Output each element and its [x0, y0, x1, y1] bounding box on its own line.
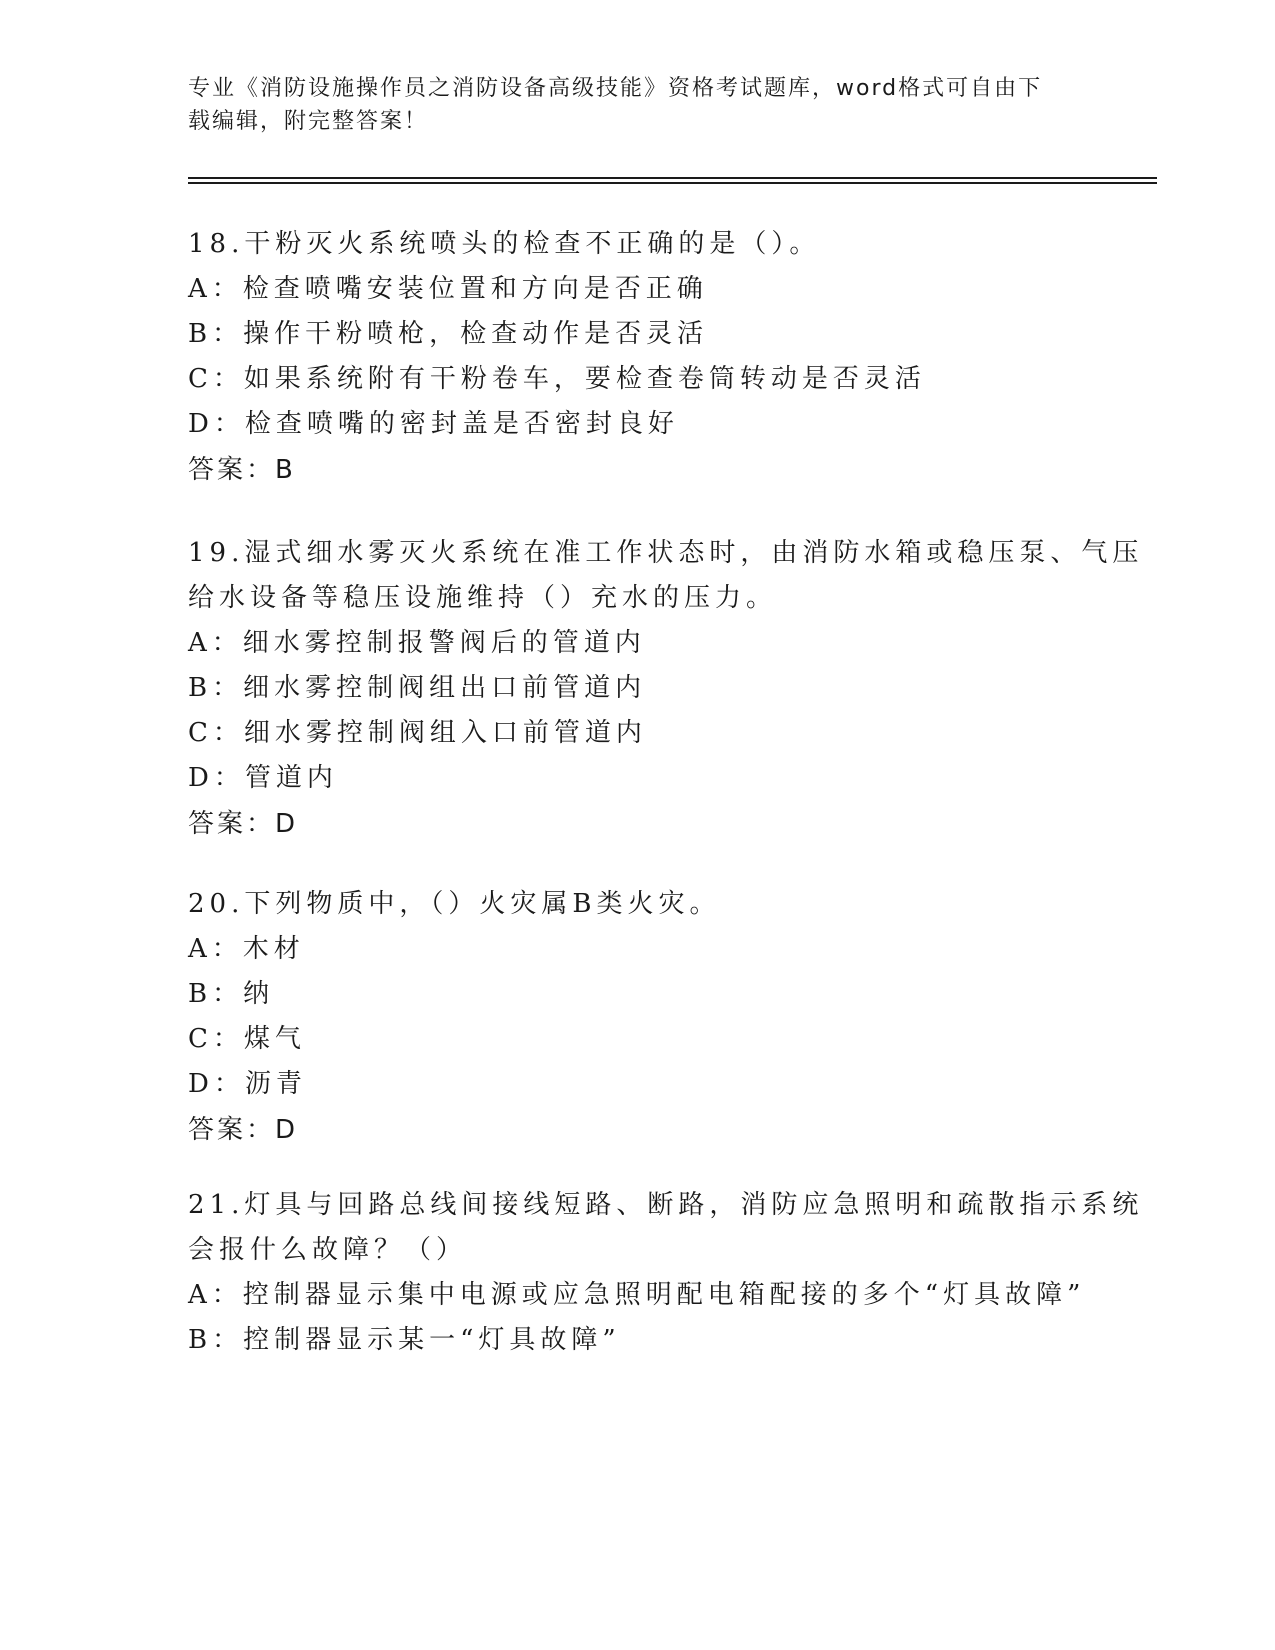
- question-21: [188, 1183, 1144, 1363]
- option-a: A：细水雾控制报警阀后的管道内: [188, 628, 646, 658]
- header-divider-bottom: [188, 182, 1157, 184]
- question-stem-line-1: 21.灯具与回路总线间接线短路、断路，消防应急照明和疏散指示系统: [188, 1190, 1144, 1220]
- question-stem-line-2: 会报什么故障？（）: [188, 1235, 468, 1265]
- question-stem-line-1: 19.湿式细水雾灭火系统在准工作状态时，由消防水箱或稳压泵、气压: [188, 538, 1144, 568]
- option-d: D：管道内: [188, 763, 338, 793]
- option-a: A：控制器显示集中电源或应急照明配电箱配接的多个“灯具故障”: [188, 1280, 1086, 1310]
- document-header: [188, 72, 1068, 138]
- question-stem-line-2: 给水设备等稳压设施维持（）充水的压力。: [188, 583, 778, 613]
- option-b: B：操作干粉喷枪，检查动作是否灵活: [188, 319, 709, 349]
- option-b: B：控制器显示某一“灯具故障”: [188, 1325, 621, 1355]
- option-a: A：木材: [188, 934, 305, 964]
- option-d: D：检查喷嘴的密封盖是否密封良好: [188, 409, 679, 439]
- option-c: C：细水雾控制阀组入口前管道内: [188, 718, 647, 748]
- question-19: [188, 531, 1144, 847]
- option-c: C：煤气: [188, 1024, 306, 1054]
- answer-line: 答案：D: [188, 1115, 299, 1145]
- option-b: B：细水雾控制阀组出口前管道内: [188, 673, 647, 703]
- option-c: C：如果系统附有干粉卷车，要检查卷筒转动是否灵活: [188, 364, 926, 394]
- option-a: A：检查喷嘴安装位置和方向是否正确: [188, 274, 708, 304]
- question-stem: 20.下列物质中，（）火灾属B类火灾。: [188, 889, 721, 919]
- header-line-1: 专业《消防设施操作员之消防设备高级技能》资格考试题库，word格式可自由下: [188, 76, 1043, 101]
- option-d: D：沥青: [188, 1069, 307, 1099]
- question-20: [188, 882, 1088, 1153]
- header-divider-top: [188, 177, 1157, 179]
- question-stem: 18.干粉灭火系统喷头的检查不正确的是（）。: [188, 229, 821, 259]
- answer-line: 答案：D: [188, 809, 299, 839]
- header-line-2: 载编辑，附完整答案！: [188, 109, 429, 134]
- option-b: B：纳: [188, 979, 275, 1009]
- answer-line: 答案：B: [188, 455, 296, 485]
- question-18: [188, 222, 1088, 493]
